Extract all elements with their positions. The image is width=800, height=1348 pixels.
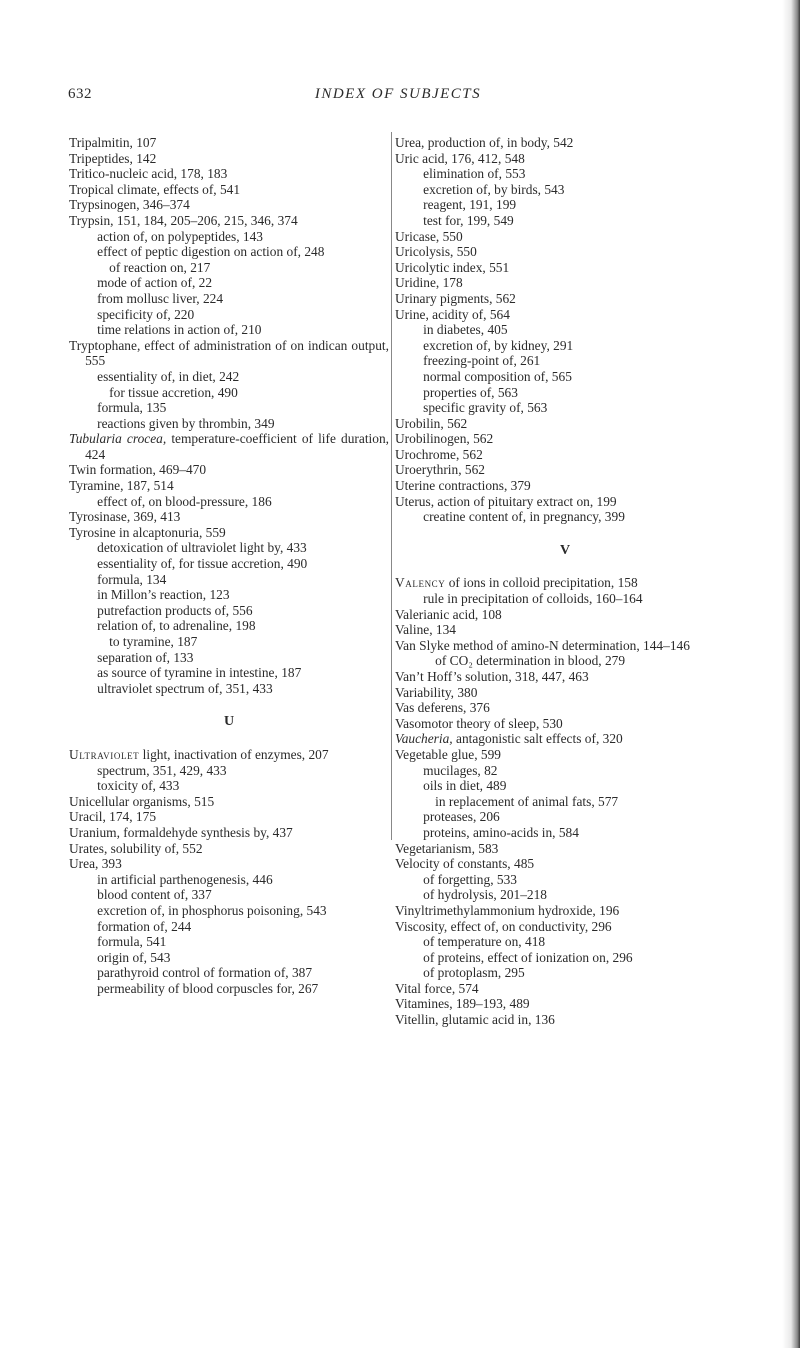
index-entry: Uridine, 178 [395,275,463,291]
index-entry: Uterus, action of pituitary extract on, 199 [395,493,617,509]
index-entry [69,431,389,462]
index-entry: Variability, 380 [395,684,478,700]
index-subentry: essentiality of, in diet, 242 [97,368,240,384]
column-divider [391,132,392,840]
index-subentry: in artificial parthenogenesis, 446 [97,871,273,887]
index-entry: Vegetable glue, 599 [395,746,501,762]
index-entry: Tyrosinase, 369, 413 [69,509,181,525]
index-entry: Van Slyke method of amino-N determination, 144–146 [395,637,690,653]
index-entry: Viscosity, effect of, on conductivity, 296 [395,918,612,934]
index-subentry: of reaction on, 217 [109,259,211,275]
index-subentry: formula, 134 [97,571,167,587]
index-subentry: in Millon’s reaction, 123 [97,587,230,603]
index-subentry: effect of peptic digestion on action of, 248 [97,244,325,260]
index-subentry: reagent, 191, 199 [423,197,517,213]
index-subentry: formula, 135 [97,400,167,416]
index-subentry: normal composition of, 565 [423,368,572,384]
index-entry: Uricolysis, 550 [395,244,477,260]
index-subentry: parathyroid control of formation of, 387 [97,965,313,981]
index-entry: Uroerythrin, 562 [395,462,485,478]
index-subentry: from mollusc liver, 224 [97,290,224,306]
section-letter: V [559,542,571,558]
index-subentry: excretion of, by birds, 543 [423,181,565,197]
index-subentry: in replacement of animal fats, 577 [435,793,619,809]
index-entry: Urea, 393 [69,856,122,872]
index-entry: Vas deferens, 376 [395,700,490,716]
page-number: 632 [68,86,92,102]
index-subentry: action of, on polypeptides, 143 [97,228,263,244]
index-entry: Valerianic acid, 108 [395,606,502,622]
index-subentry: of CO₂ determination in blood, 279 [435,653,626,669]
index-entry: Uterine contractions, 379 [395,478,531,494]
index-subentry: specificity of, 220 [97,306,195,322]
index-subentry: ultraviolet spectrum of, 351, 433 [97,680,273,696]
index-subentry: creatine content of, in pregnancy, 399 [423,509,625,525]
index-subentry: mode of action of, 22 [97,275,213,291]
index-entry [69,747,389,763]
index-entry: Trypsinogen, 346–374 [69,197,190,213]
entry-text: antagonistic salt effects of, 320 [452,731,623,747]
index-subentry: to tyramine, 187 [109,634,198,649]
index-subentry: spectrum, 351, 429, 433 [97,762,227,778]
index-subentry: oils in diet, 489 [423,778,507,794]
index-entry: Urea, production of, in body, 542 [395,135,574,150]
index-subentry: as source of tyramine in intestine, 187 [97,665,302,681]
index-entry: Tryptophane, effect of administration of on indican output, 555 [69,337,389,369]
index-entry: Uracil, 174, 175 [69,809,157,825]
index-entry [395,731,735,747]
index-subentry: of forgetting, 533 [423,871,517,887]
index-subentry: elimination of, 553 [423,166,526,182]
index-column-right [395,135,735,1028]
index-entry: Velocity of constants, 485 [395,856,535,872]
index-subentry: proteins, amino-acids in, 584 [423,824,579,840]
index-subentry: formation of, 244 [97,918,192,934]
index-entry: Urine, acidity of, 564 [395,306,510,322]
index-column-left [69,135,389,996]
index-subentry: in diabetes, 405 [423,322,508,338]
index-entry: Uricolytic index, 551 [395,259,510,275]
index-entry: Trypsin, 151, 184, 205–206, 215, 346, 374 [69,212,298,228]
index-entry: Urochrome, 562 [395,446,483,462]
index-subentry: mucilages, 82 [423,762,498,778]
entry-head: Vaucheria, [395,731,453,747]
index-subentry: excretion of, by kidney, 291 [423,337,574,353]
index-subentry: properties of, 563 [423,384,518,400]
index-subentry: separation of, 133 [97,649,194,665]
index-entry: Tripalmitin, 107 [69,135,157,150]
index-subentry: relation of, to adrenaline, 198 [97,618,256,634]
index-entry: Urobilin, 562 [395,415,468,431]
entry-head: Tubularia crocea, [69,431,167,447]
index-subentry: permeability of blood corpuscles for, 267 [97,980,319,996]
page-binding-edge [782,0,800,1348]
index-subentry: effect of, on blood-pressure, 186 [97,493,272,509]
index-subentry: blood content of, 337 [97,887,212,903]
index-entry: Uranium, formaldehyde synthesis by, 437 [69,824,293,840]
index-entry [395,575,735,591]
index-entry: Vitamines, 189–193, 489 [395,996,530,1012]
index-subentry: of temperature on, 418 [423,934,546,950]
index-subentry: excretion of, in phosphorus poisoning, 543 [97,902,327,918]
index-entry: Tyrosine in alcaptonuria, 559 [69,524,226,540]
index-entry: Vital force, 574 [395,980,479,996]
index-subentry: toxicity of, 433 [97,778,180,794]
index-entry: Tripeptides, 142 [69,150,157,166]
entry-head: Valency [395,575,446,591]
index-entry: Tropical climate, effects of, 541 [69,181,241,197]
index-entry: Valine, 134 [395,622,456,638]
index-entry: Uricase, 550 [395,228,463,244]
index-entry: Vasomotor theory of sleep, 530 [395,715,563,731]
running-title: INDEX OF SUBJECTS [314,86,482,102]
index-subentry: of hydrolysis, 201–218 [423,887,547,903]
index-entry: Vinyltrimethylammonium hydroxide, 196 [395,902,620,918]
entry-text: of ions in colloid precipitation, 158 [445,575,638,591]
index-entry: Tyramine, 187, 514 [69,478,174,494]
index-subentry: essentiality of, for tissue accretion, 490 [97,556,308,572]
index-subentry: proteases, 206 [423,809,500,825]
entry-head: Ultraviolet [69,746,140,762]
index-entry: Twin formation, 469–470 [69,462,207,478]
index-subentry: reactions given by thrombin, 349 [97,415,275,431]
index-entry: Tritico-nucleic acid, 178, 183 [69,166,228,182]
index-subentry: specific gravity of, 563 [423,400,548,416]
index-entry: Vitellin, glutamic acid in, 136 [395,1012,555,1028]
index-subentry: detoxication of ultraviolet light by, 433 [97,540,307,556]
index-entry: Unicellular organisms, 515 [69,793,215,809]
index-subentry: time relations in action of, 210 [97,322,262,338]
index-subentry: rule in precipitation of colloids, 160–164 [423,591,643,607]
index-entry: Van’t Hoff’s solution, 318, 447, 463 [395,669,589,684]
index-entry: Urobilinogen, 562 [395,431,494,447]
index-subentry: origin of, 543 [97,949,171,965]
index-subentry: of protoplasm, 295 [423,965,525,981]
index-entry: Urates, solubility of, 552 [69,840,203,856]
index-entry: Urinary pigments, 562 [395,290,516,306]
index-subentry: freezing-point of, 261 [423,353,541,369]
section-letter: U [223,714,235,730]
index-entry: Vegetarianism, 583 [395,840,499,856]
index-subentry: test for, 199, 549 [423,212,514,228]
index-subentry: of proteins, effect of ionization on, 296 [423,949,633,965]
page-header [68,86,728,110]
entry-text: light, inactivation of enzymes, 207 [139,746,329,762]
index-entry: Uric acid, 176, 412, 548 [395,150,525,166]
entry-text: temperature-coefficient of life duration, 424 [85,431,390,462]
index-subentry: putrefaction products of, 556 [97,602,253,618]
index-subentry: for tissue accretion, 490 [109,384,238,400]
index-subentry: formula, 541 [97,934,167,950]
